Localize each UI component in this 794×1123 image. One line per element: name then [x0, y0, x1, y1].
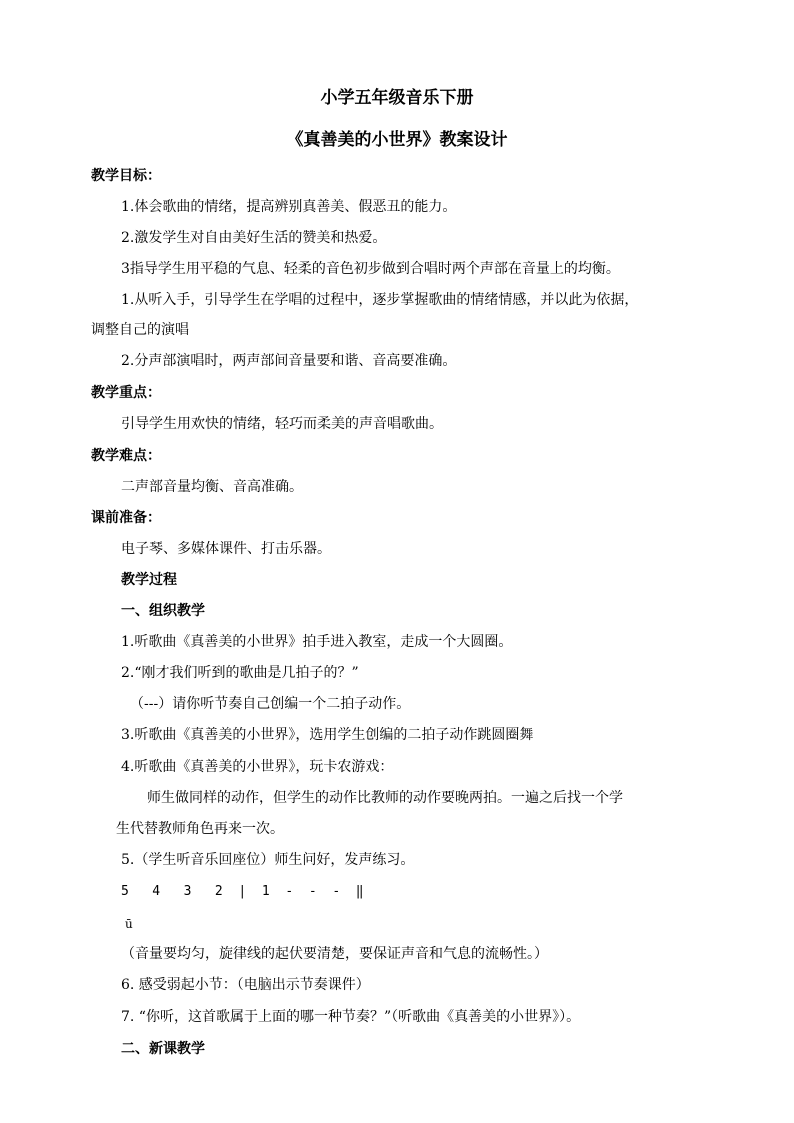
- doc-title-line2: 《真善美的小世界》教案设计: [286, 130, 508, 150]
- goal-item: 2.分声部演唱时，两声部间音量要和谐、音高要准确。: [121, 353, 457, 369]
- goal-item: 1.从听入手，引导学生在学唱的过程中，逐步掌握歌曲的情绪情感，并以此为依据，: [121, 292, 639, 308]
- section1-item: 师生做同样的动作，但学生的动作比教师的动作要晚两拍。一遍之后找一个学: [147, 790, 623, 806]
- breath-note: （音量要均匀，旋律线的起伏要清楚，要保证声音和气息的流畅性。）: [121, 946, 548, 962]
- section1-item: （---）请你听节奏自己创编一个二拍子动作。: [130, 696, 411, 712]
- section1-item-continued: 生代替教师角色再来一次。: [116, 821, 284, 837]
- goal-item: 1.体会歌曲的情绪，提高辨别真善美、假恶丑的能力。: [121, 199, 457, 215]
- section1-item: 1.听歌曲《真善美的小世界》拍手进入教室，走成一个大圆圈。: [121, 634, 513, 650]
- section1-item: 2.“刚才我们听到的歌曲是几拍子的？”: [121, 665, 359, 681]
- item-7: 7. “你听，这首歌属于上面的哪一种节奏？”（听歌曲《真善美的小世界》）。: [121, 1009, 581, 1025]
- key-text: 引导学生用欢快的情绪，轻巧而柔美的声音唱歌曲。: [121, 416, 443, 432]
- section1-item: 3.听歌曲《真善美的小世界》，选用学生创编的二拍子动作跳圆圈舞: [121, 727, 534, 743]
- process-heading: 教学过程: [121, 572, 177, 588]
- goal-item: 3指导学生用平稳的气息、轻柔的音色初步做到合唱时两个声部在音量上的均衡。: [121, 261, 620, 277]
- item-6: 6. 感受弱起小节：（电脑出示节奏课件）: [121, 977, 370, 993]
- goal-item-continued: 调整自己的演唱: [91, 322, 189, 338]
- difficulty-heading: 教学难点：: [91, 448, 161, 464]
- section1-item: 4.听歌曲《真善美的小世界》，玩卡农游戏：: [121, 759, 394, 775]
- prep-text: 电子琴、多媒体课件、打击乐器。: [121, 541, 331, 557]
- prep-heading: 课前准备：: [91, 510, 161, 526]
- vowel-mark: ū: [125, 917, 133, 931]
- goal-item: 2.激发学生对自由美好生活的赞美和热爱。: [121, 230, 387, 246]
- section2-heading: 二、新课教学: [121, 1041, 205, 1057]
- jianpu-notation: 5 4 3 2 | 1 - - - ‖: [121, 884, 364, 899]
- key-heading: 教学重点：: [91, 385, 161, 401]
- section1-item: 5.（学生听音乐回座位）师生问好，发声练习。: [121, 852, 415, 868]
- difficulty-text: 二声部音量均衡、音高准确。: [121, 479, 303, 495]
- doc-title-line1: 小学五年级音乐下册: [320, 88, 474, 108]
- goals-heading: 教学目标：: [91, 168, 161, 184]
- section1-heading: 一、组织教学: [121, 603, 205, 619]
